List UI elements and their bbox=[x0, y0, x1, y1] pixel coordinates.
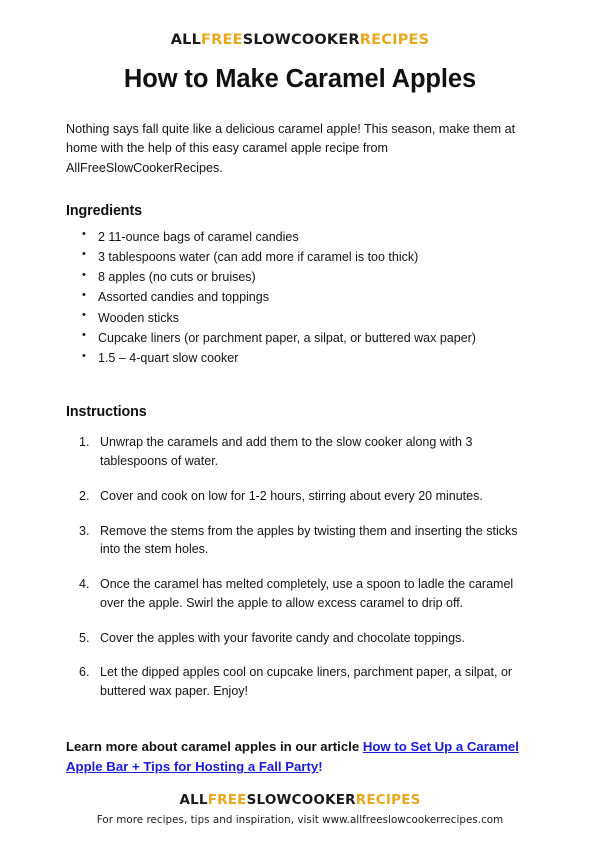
list-item: Once the caramel has melted completely, use a spoon to ladle the caramel over the apple. Swirl the apple to allow excess caramel to drip off. bbox=[100, 577, 514, 610]
ingredients-heading: Ingredients bbox=[66, 202, 142, 219]
list-item: Cover the apples with your favorite candy and chocolate toppings. bbox=[100, 630, 465, 645]
instructions-heading: Instructions bbox=[66, 404, 147, 421]
list-item: Cover and cook on low for 1-2 hours, stirring about every 20 minutes. bbox=[100, 488, 483, 503]
logo-part-slowcooker: SLOWCOOKER bbox=[242, 32, 360, 48]
site-logo-footer[interactable] bbox=[179, 794, 420, 808]
logo-part-recipes: RECIPES bbox=[359, 32, 430, 48]
footer-logo-part-recipes: RECIPES bbox=[355, 792, 421, 809]
masthead bbox=[0, 0, 600, 49]
list-item: • 8 apples (no cuts or bruises) bbox=[98, 267, 538, 287]
list-item: • Cupcake liners (or parchment paper, a silpat, or buttered wax paper) bbox=[98, 328, 538, 348]
list-item: • 1.5 – 4-quart slow cooker bbox=[98, 348, 538, 368]
footer-tagline: For more recipes, tips and inspiration, visit www.allfreeslowcookerrecipes.com bbox=[96, 814, 504, 827]
learn-more-block bbox=[66, 737, 538, 778]
learn-more-lead-text: Learn more about caramel apples in our article bbox=[66, 738, 363, 754]
logo-part-all: ALL bbox=[170, 32, 202, 48]
document-body bbox=[0, 94, 600, 791]
list-item: Unwrap the caramels and add them to the slow cooker along with 3 tablespoons of water. bbox=[100, 435, 473, 469]
intro-paragraph: Nothing says fall quite like a delicious caramel apple! This season, make them at home with the help of this easy caramel apple recipe from AllFreeSlowCookerRecipes. bbox=[66, 122, 516, 175]
page-title: How to Make Caramel Apples bbox=[123, 65, 477, 93]
footer-logo-part-free: FREE bbox=[207, 792, 247, 809]
list-item: • 2 11-ounce bags of caramel candies bbox=[98, 227, 538, 247]
learn-more-trailing-text: ! bbox=[318, 759, 323, 775]
list-item: • Wooden sticks bbox=[98, 308, 538, 328]
logo-part-free: FREE bbox=[201, 32, 243, 48]
footer-logo-part-all: ALL bbox=[179, 792, 208, 809]
site-logo-header[interactable] bbox=[171, 33, 430, 48]
related-article-link[interactable]: How to Set Up a Caramel Apple Bar + Tips for Hosting a Fall Party bbox=[66, 738, 519, 775]
list-item: • 3 tablespoons water (can add more if caramel is too thick) bbox=[98, 247, 538, 267]
footer bbox=[0, 791, 600, 848]
instructions-list bbox=[66, 433, 538, 701]
list-item: Let the dipped apples cool on cupcake liners, parchment paper, a silpat, or buttered wax paper. Enjoy! bbox=[100, 665, 513, 699]
footer-logo-part-slowcooker: SLOWCOOKER bbox=[246, 792, 356, 809]
list-item: • Assorted candies and toppings bbox=[98, 287, 538, 307]
ingredients-list bbox=[66, 227, 538, 369]
list-item: Remove the stems from the apples by twisting them and inserting the sticks into the stem holes. bbox=[100, 523, 518, 557]
